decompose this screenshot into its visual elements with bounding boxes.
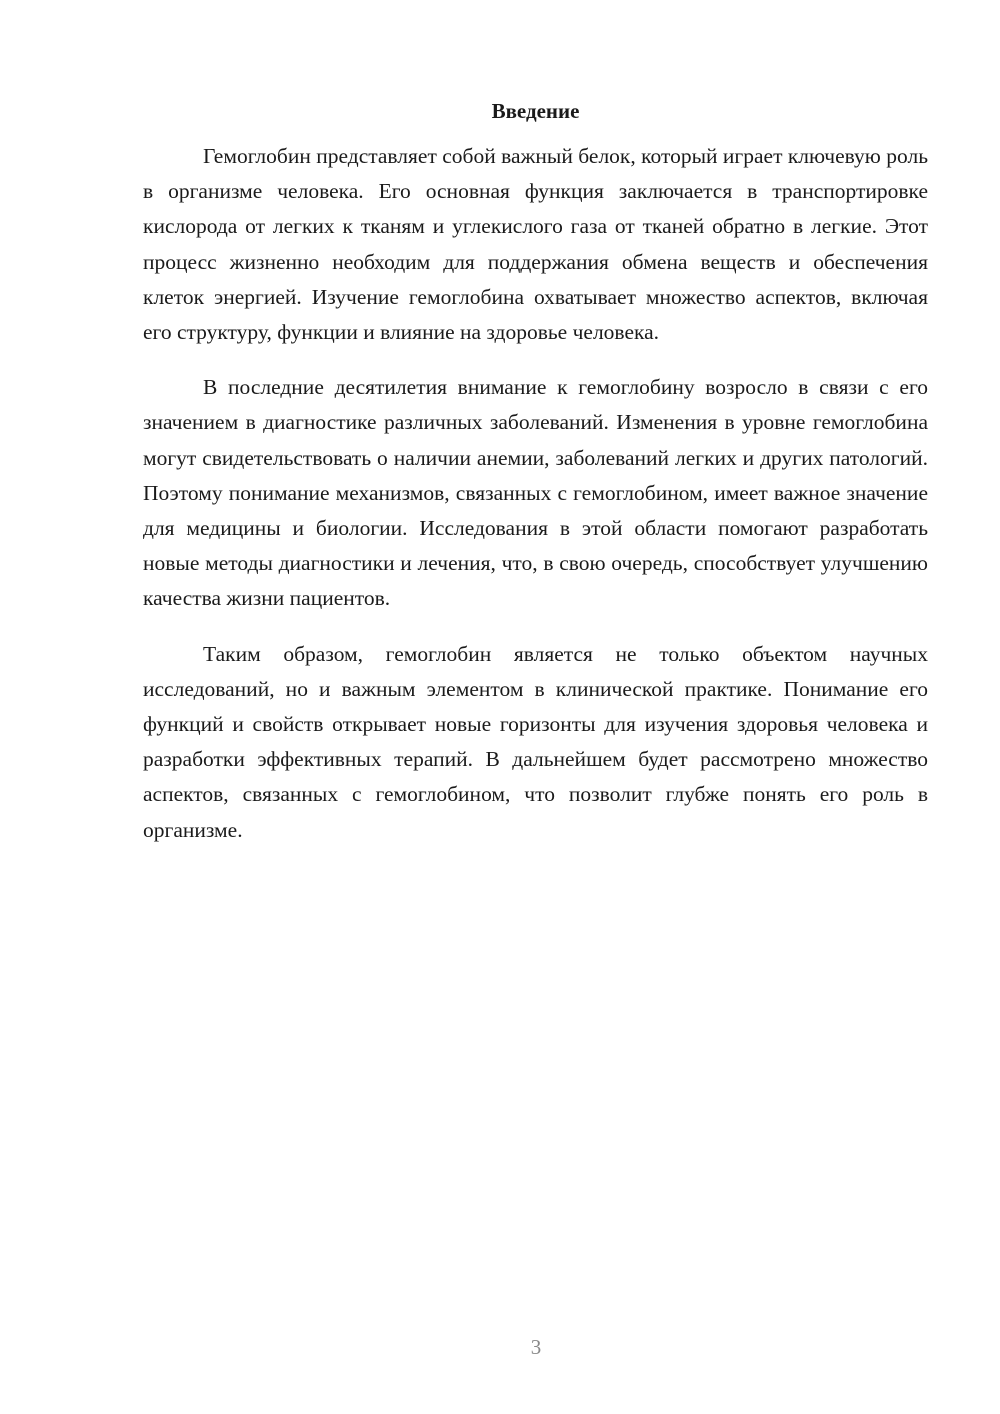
section-heading: Введение bbox=[491, 99, 580, 123]
page-content bbox=[143, 96, 928, 848]
page-number: 3 bbox=[530, 1335, 542, 1359]
paragraph-2: В последние десятилетия внимание к гемоглобину возросло в связи с его значением в диагностике различных заболеваний. Изменения в уровне гемоглобина могут свидетельствовать о наличии анемии, заболеваний легких и других патологий. Поэтому понимание механизмов, связанных с гемоглобином, имеет важное значение для медицины и биологии. Исследования в этой области помогают разработать новые методы диагностики и лечения, что, в свою очередь, способствует улучшению качества жизни пациентов. bbox=[143, 375, 928, 611]
paragraph-1: Гемоглобин представляет собой важный белок, который играет ключевую роль в организме человека. Его основная функция заключается в транспортировке кислорода от легких к тканям и углекислого газа от тканей обратно в легкие. Этот процесс жизненно необходим для поддержания обмена веществ и обеспечения клеток энергией. Изучение гемоглобина охватывает множество аспектов, включая его структуру, функции и влияние на здоровье человека. bbox=[143, 144, 928, 345]
paragraph-3: Таким образом, гемоглобин является не только объектом научных исследований, но и важным элементом в клинической практике. Понимание его функций и свойств открывает новые горизонты для изучения здоровья человека и разработки эффективных терапий. В дальнейшем будет рассмотрено множество аспектов, связанных с гемоглобином, что позволит глубже понять его роль в организме. bbox=[143, 641, 928, 842]
